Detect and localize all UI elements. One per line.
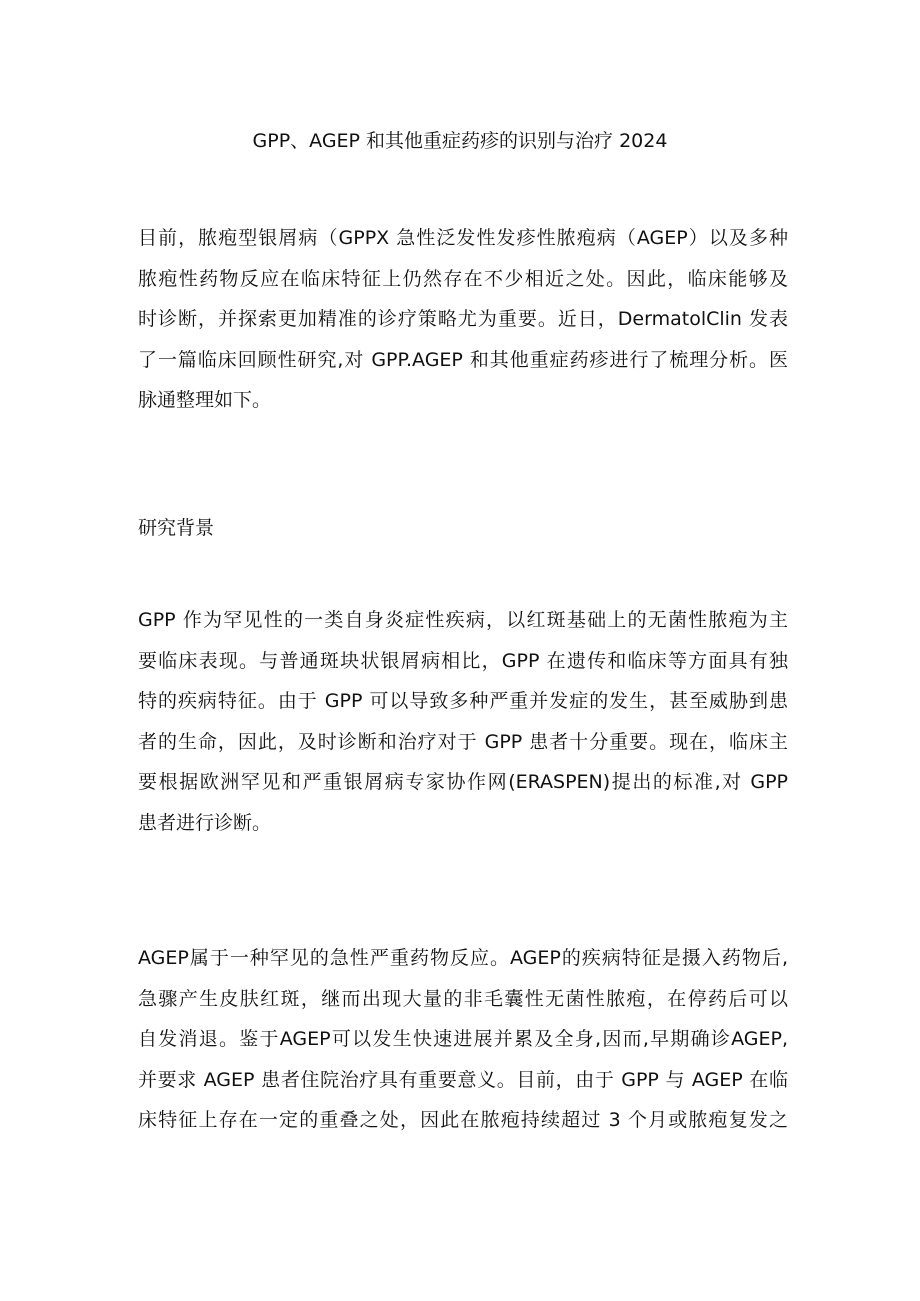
paragraph-line: 急骤产生皮肤红斑，继而出现大量的非毛囊性无菌性脓疱，在停药后可以 <box>138 987 788 1010</box>
section-heading-text: 研究背景 <box>138 517 215 539</box>
paragraph-agep <box>138 938 788 1141</box>
paragraph-line: 患者进行诊断。 <box>138 811 272 834</box>
paragraph-line: AGEP属于一种罕见的急性严重药物反应。AGEP的疾病特征是摄入药物后, <box>138 947 788 969</box>
paragraph-line: 要临床表现。与普通斑块状银屑病相比，GPP 在遗传和临床等方面具有独 <box>138 649 788 672</box>
paragraph-line: 脉通整理如下。 <box>138 389 272 412</box>
paragraph-line: 特的疾病特征。由于 GPP 可以导致多种严重并发症的发生，甚至威胁到患 <box>138 690 788 713</box>
paragraph-line: 并要求 AGEP 患者住院治疗具有重要意义。目前，由于 GPP 与 AGEP 在临 <box>138 1068 788 1091</box>
paragraph-line: 要根据欧洲罕见和严重银屑病专家协作网(ERASPEN)提出的标准,对 GPP <box>138 771 788 794</box>
paragraph-line: 时诊断，并探索更加精准的诊疗策略尤为重要。近日，DermatolClin 发表 <box>138 308 788 331</box>
paragraph-line: 自发消退。鉴于AGEP可以发生快速进展并累及全身,因而,早期确诊AGEP, <box>138 1028 788 1051</box>
paragraph-line: 床特征上存在一定的重叠之处，因此在脓疱持续超过 3 个月或脓疱复发之 <box>138 1109 788 1132</box>
paragraph-intro <box>138 218 788 421</box>
paragraph-gpp <box>138 600 788 844</box>
paragraph-line: GPP 作为罕见性的一类自身炎症性疾病，以红斑基础上的无菌性脓疱为主 <box>138 609 788 631</box>
paragraph-line: 目前，脓疱型银屑病（GPPX 急性泛发性发疹性脓疱病（AGEP）以及多种 <box>138 227 788 249</box>
paragraph-line: 者的生命，因此，及时诊断和治疗对于 GPP 患者十分重要。现在，临床主 <box>138 730 788 753</box>
paragraph-line: 了一篇临床回顾性研究,对 GPP.AGEP 和其他重症药疹进行了梳理分析。医 <box>138 348 788 371</box>
paragraph-line: 脓疱性药物反应在临床特征上仍然存在不少相近之处。因此，临床能够及 <box>138 267 788 290</box>
section-heading <box>138 508 788 549</box>
document-title: GPP、AGEP 和其他重症药疹的识别与治疗 2024 <box>252 130 668 152</box>
